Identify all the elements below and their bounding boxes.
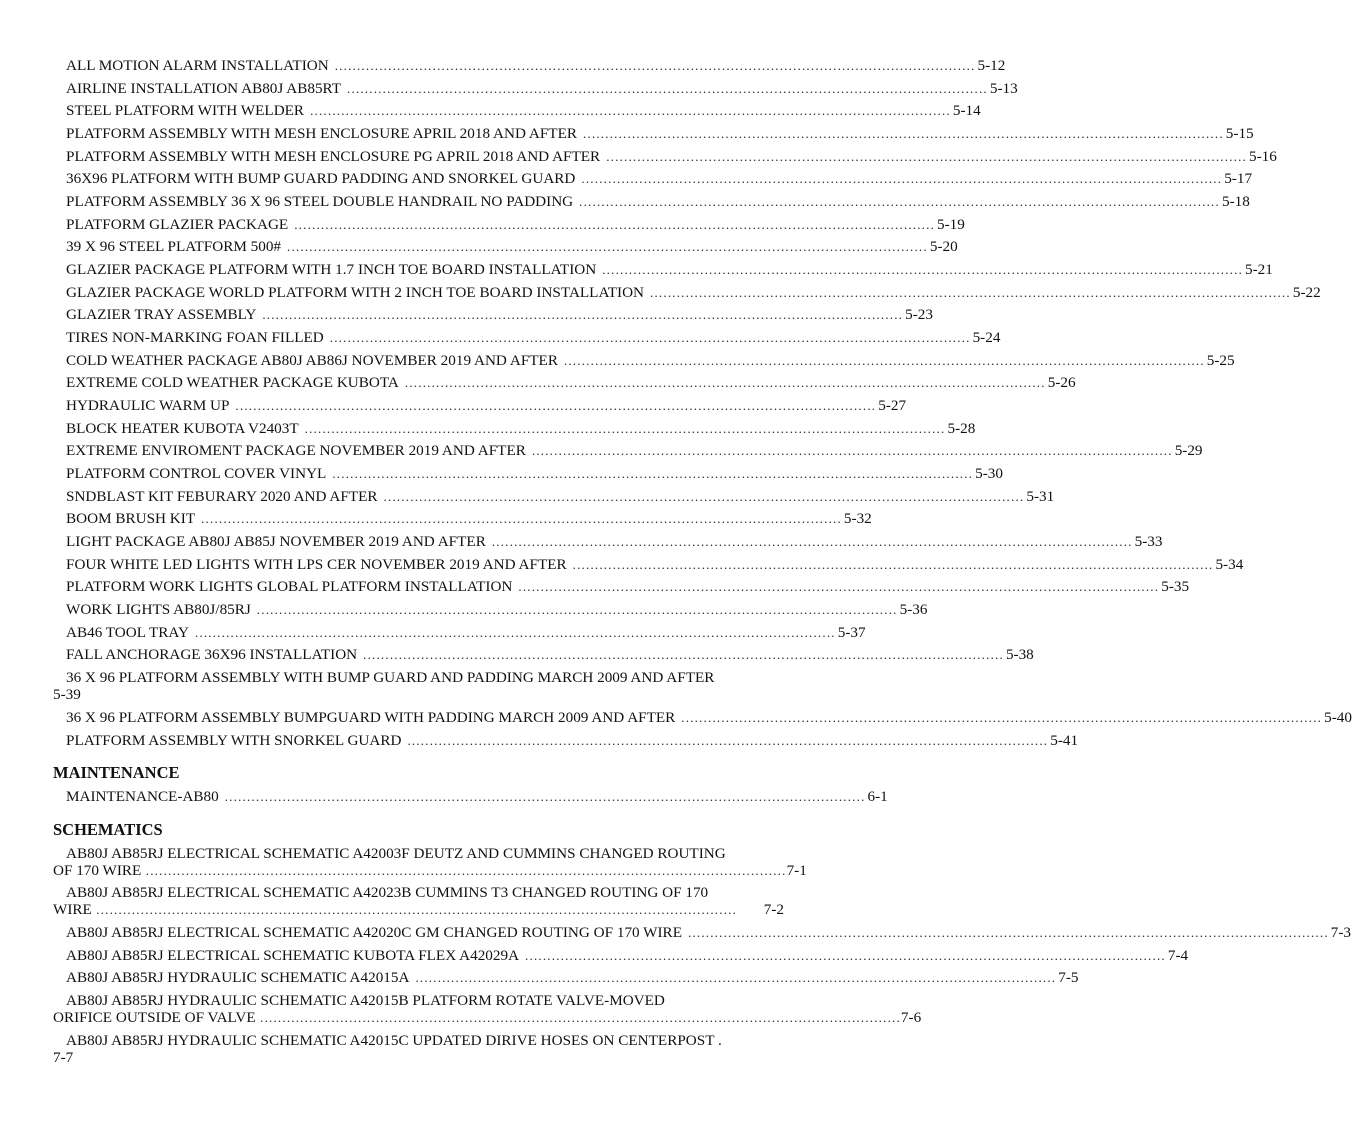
- toc-entry-page: 5-16: [1249, 148, 1277, 165]
- toc-entry[interactable]: [66, 192, 1250, 212]
- toc-entry[interactable]: [66, 351, 1235, 371]
- toc-entry[interactable]: [66, 555, 1244, 575]
- dot-leader: ................................................................................................................................................: [287, 239, 928, 254]
- toc-entry[interactable]: [66, 731, 1079, 751]
- dot-leader: ................................................................................................................................................: [525, 948, 1166, 963]
- toc-entry-page: 7-7: [53, 1049, 74, 1066]
- toc-entry[interactable]: [66, 509, 872, 529]
- toc-entry-title: AB80J AB85RJ HYDRAULIC SCHEMATIC A42015C UPDATED DIRIVE HOSES ON CENTERPOST .: [66, 1032, 722, 1049]
- dot-leader: ................................................................................................................................................: [579, 194, 1220, 209]
- toc-entry-title-cont: ORIFICE OUTSIDE OF VALVE: [53, 1009, 256, 1026]
- toc-entry-page: 7-4: [1167, 947, 1189, 964]
- toc-entry-title: PLATFORM ASSEMBLY 36 X 96 STEEL DOUBLE HANDRAIL NO PADDING: [66, 193, 574, 210]
- toc-entry-page: 5-26: [1047, 374, 1076, 391]
- dot-leader: ................................................................................................................................................: [334, 58, 976, 73]
- toc-entry-title: AB80J AB85RJ ELECTRICAL SCHEMATIC KUBOTA FLEX A42029A: [66, 947, 520, 964]
- toc-entry-page: 5-35: [1161, 578, 1190, 595]
- toc-entry-title: AB80J AB85RJ HYDRAULIC SCHEMATIC A42015B PLATFORM ROTATE VALVE-MOVED: [66, 992, 665, 1009]
- toc-entry-title: GLAZIER PACKAGE WORLD PLATFORM WITH 2 INCH TOE BOARD INSTALLATION: [66, 284, 645, 301]
- toc-entry[interactable]: [66, 708, 1352, 728]
- toc-entry-page: 5-19: [937, 216, 965, 233]
- toc-entry-page: 5-21: [1245, 261, 1273, 278]
- toc-entry-title: AB80J AB85RJ ELECTRICAL SCHEMATIC A42003F DEUTZ AND CUMMINS CHANGED ROUTING: [66, 845, 726, 862]
- dot-leader: ................................................................................................................................................: [531, 443, 1173, 458]
- toc-entry-wrapped[interactable]: [53, 1032, 784, 1066]
- toc-entry-page: 5-32: [843, 510, 872, 527]
- toc-entry-title: TIRES NON-MARKING FOAN FILLED: [66, 329, 324, 346]
- toc-entry[interactable]: [66, 968, 1079, 988]
- toc-entry-title: WORK LIGHTS AB80J/85RJ: [66, 601, 251, 618]
- toc-entry-page: 5-22: [1292, 284, 1321, 301]
- toc-entry-page: 5-27: [878, 397, 907, 414]
- toc-entry-title: 36X96 PLATFORM WITH BUMP GUARD PADDING AND SNORKEL GUARD: [66, 170, 576, 187]
- toc-entry-title: PLATFORM GLAZIER PACKAGE: [66, 216, 289, 233]
- dot-leader: ................................................................................................................................................: [224, 789, 866, 804]
- toc-entry-title: AB80J AB85RJ HYDRAULIC SCHEMATIC A42015A: [66, 969, 410, 986]
- toc-entry-title: AB46 TOOL TRAY: [66, 624, 189, 641]
- toc-entry-page: 5-24: [972, 329, 1001, 346]
- dot-leader: ................................................................................................................................................: [255, 1010, 901, 1025]
- toc-entry-page: 5-28: [947, 420, 976, 437]
- toc-entry[interactable]: [66, 305, 933, 325]
- toc-entry[interactable]: [66, 600, 928, 620]
- dot-leader: ................................................................................................................................................: [602, 262, 1244, 277]
- dot-leader: ................................................................................................................................................: [650, 285, 1291, 300]
- toc-entry[interactable]: [66, 373, 1076, 393]
- toc-entry-title: 39 X 96 STEEL PLATFORM 500#: [66, 238, 282, 255]
- dot-leader: ................................................................................................................................................: [201, 511, 842, 526]
- toc-entry-title: AB80J AB85RJ ELECTRICAL SCHEMATIC A42023B CUMMINS T3 CHANGED ROUTING OF 170: [66, 884, 709, 901]
- toc-entry-title: PLATFORM ASSEMBLY WITH MESH ENCLOSURE PG APRIL 2018 AND AFTER: [66, 148, 601, 165]
- toc-entry-wrapped[interactable]: [53, 669, 784, 703]
- toc-entry-title: PLATFORM WORK LIGHTS GLOBAL PLATFORM INSTALLATION: [66, 578, 513, 595]
- toc-entry-page: 5-15: [1225, 125, 1254, 142]
- toc-entry-title: SNDBLAST KIT FEBURARY 2020 AND AFTER: [66, 488, 378, 505]
- toc-entry[interactable]: [66, 101, 981, 121]
- dot-leader: ................................................................................................................................................: [572, 557, 1214, 572]
- dot-leader: ................................................................................................................................................: [363, 647, 1004, 662]
- toc-entry-page: 5-40: [1324, 709, 1352, 726]
- dot-leader: ................................................................................................................................................: [606, 149, 1248, 164]
- toc-entry-page: 7-2: [763, 901, 784, 918]
- toc-entry-page: 5-33: [1134, 533, 1163, 550]
- toc-entry-title: EXTREME ENVIROMENT PACKAGE NOVEMBER 2019 AND AFTER: [66, 442, 526, 459]
- dot-leader: ................................................................................................................................................: [404, 375, 1046, 390]
- dot-leader: ................................................................................................................................................: [194, 625, 836, 640]
- toc-entry[interactable]: [66, 328, 1001, 348]
- toc-entry-title: GLAZIER PACKAGE PLATFORM WITH 1.7 INCH TOE BOARD INSTALLATION: [66, 261, 597, 278]
- dot-leader: ................................................................................................................................................: [256, 602, 898, 617]
- toc-entry-page: 7-6: [900, 1009, 922, 1026]
- toc-entry[interactable]: [66, 487, 1055, 507]
- dot-leader: ................................................................................................................................................: [304, 421, 946, 436]
- toc-entry-page: 5-39: [53, 686, 81, 703]
- toc-entry[interactable]: [66, 923, 1352, 943]
- toc-entry[interactable]: [66, 260, 1273, 280]
- dot-leader: ................................................................................................................................................: [294, 217, 936, 232]
- toc-entry-title: EXTREME COLD WEATHER PACKAGE KUBOTA: [66, 374, 399, 391]
- toc-entry-wrapped[interactable]: [53, 884, 784, 918]
- toc-entry-page: 5-14: [952, 102, 981, 119]
- dot-leader: ................................................................................................................................................: [687, 925, 1329, 940]
- dot-leader: ................................................................................................................................................: [235, 398, 877, 413]
- toc-entry[interactable]: [66, 441, 1203, 461]
- toc-entry-title: FALL ANCHORAGE 36X96 INSTALLATION: [66, 646, 358, 663]
- dot-leader: ................................................................................................................................................: [141, 863, 787, 878]
- toc-entry-page: 5-12: [977, 57, 1006, 74]
- toc-entry-title: PLATFORM ASSEMBLY WITH MESH ENCLOSURE APRIL 2018 AND AFTER: [66, 125, 577, 142]
- dot-leader: ................................................................................................................................................: [329, 330, 971, 345]
- toc-entry-page: 5-30: [975, 465, 1003, 482]
- section-heading-maintenance: MAINTENANCE: [53, 763, 180, 782]
- dot-leader: ................................................................................................................................................: [407, 733, 1049, 748]
- dot-leader: ................................................................................................................................................: [681, 710, 1323, 725]
- toc-entry-page: 7-1: [786, 862, 807, 879]
- toc-entry[interactable]: [66, 419, 976, 439]
- dot-leader: ................................................................................................................................................: [491, 534, 1133, 549]
- toc-entry-page: 5-23: [905, 306, 933, 323]
- toc-entry-title: HYDRAULIC WARM UP: [66, 397, 230, 414]
- toc-entry-page: 5-18: [1221, 193, 1250, 210]
- dot-leader: ................................................................................................................................................: [415, 970, 1057, 985]
- toc-entry-title: PLATFORM ASSEMBLY WITH SNORKEL GUARD: [66, 732, 402, 749]
- toc-entry-title: FOUR WHITE LED LIGHTS WITH LPS CER NOVEMBER 2019 AND AFTER: [66, 556, 567, 573]
- toc-entry[interactable]: [66, 946, 1189, 966]
- dot-leader: ................................................................................................................................................: [518, 579, 1160, 594]
- toc-entry-page: 5-20: [929, 238, 958, 255]
- toc-entry-title: PLATFORM CONTROL COVER VINYL: [66, 465, 327, 482]
- section-heading-schematics: SCHEMATICS: [53, 820, 163, 839]
- toc-entry-page: 5-38: [1005, 646, 1034, 663]
- dot-leader: ................................................................................................................................................: [332, 466, 974, 481]
- toc-entry-title: MAINTENANCE-AB80: [66, 788, 219, 805]
- toc-entry-title: AB80J AB85RJ ELECTRICAL SCHEMATIC A42020C GM CHANGED ROUTING OF 170 WIRE: [66, 924, 682, 941]
- toc-entry-title-cont: OF 170 WIRE: [53, 862, 142, 879]
- toc-entry-page: 5-31: [1026, 488, 1055, 505]
- toc-entry[interactable]: [66, 532, 1163, 552]
- toc-entry[interactable]: [66, 215, 965, 235]
- toc-entry-page: 6-1: [867, 788, 888, 805]
- toc-entry-page: 5-17: [1224, 170, 1253, 187]
- dot-leader: ................................................................................................................................................: [347, 81, 988, 96]
- toc-entry[interactable]: [66, 645, 1034, 665]
- dot-leader: ................................................................................................................................................: [582, 126, 1224, 141]
- toc-entry[interactable]: [66, 124, 1254, 144]
- toc-entry-wrapped[interactable]: [53, 992, 922, 1026]
- dot-leader: ................................................................................................................................................: [383, 489, 1025, 504]
- toc-entry-title-cont: WIRE: [53, 901, 92, 918]
- toc-entry[interactable]: [66, 79, 1018, 99]
- toc-entry-wrapped[interactable]: [53, 845, 807, 879]
- toc-entry[interactable]: [66, 464, 1003, 484]
- toc-entry-page: 5-36: [899, 601, 928, 618]
- toc-entry[interactable]: [66, 147, 1277, 167]
- toc-entry-page: 7-5: [1058, 969, 1079, 986]
- toc-entry-page: 7-3: [1330, 924, 1352, 941]
- toc-entry[interactable]: [66, 396, 907, 416]
- toc-entry[interactable]: [66, 283, 1321, 303]
- dot-leader: ................................................................................................................................................: [310, 103, 951, 118]
- toc-entry[interactable]: [66, 623, 866, 643]
- toc-entry-title: ALL MOTION ALARM INSTALLATION: [66, 57, 329, 74]
- toc-entry-title: LIGHT PACKAGE AB80J AB85J NOVEMBER 2019 AND AFTER: [66, 533, 486, 550]
- toc-entry[interactable]: [66, 169, 1253, 189]
- dot-leader: ................................................................................................................................................: [262, 307, 904, 322]
- toc-entry-page: 5-34: [1215, 556, 1244, 573]
- toc-entry-page: 5-25: [1206, 352, 1235, 369]
- toc-entry-page: 5-37: [837, 624, 866, 641]
- toc-entry-page: 5-13: [989, 80, 1018, 97]
- toc-entry[interactable]: [66, 237, 958, 257]
- toc-entry-title: AIRLINE INSTALLATION AB80J AB85RT: [66, 80, 342, 97]
- dot-leader: ................................................................................................................................................: [563, 353, 1205, 368]
- toc-entry-title: GLAZIER TRAY ASSEMBLY: [66, 306, 257, 323]
- dot-leader: ................................................................................................................................................: [91, 902, 738, 917]
- toc-entry-title: COLD WEATHER PACKAGE AB80J AB86J NOVEMBER 2019 AND AFTER: [66, 352, 558, 369]
- toc-entry-title: STEEL PLATFORM WITH WELDER: [66, 102, 305, 119]
- dot-leader: ................................................................................................................................................: [581, 171, 1223, 186]
- toc-entry-title: BLOCK HEATER KUBOTA V2403T: [66, 420, 299, 437]
- toc-entry-title: BOOM BRUSH KIT: [66, 510, 196, 527]
- toc-entry-title: 36 X 96 PLATFORM ASSEMBLY BUMPGUARD WITH PADDING MARCH 2009 AND AFTER: [66, 709, 676, 726]
- toc-entry-title: 36 X 96 PLATFORM ASSEMBLY WITH BUMP GUARD AND PADDING MARCH 2009 AND AFTER: [66, 669, 715, 686]
- toc-entry[interactable]: [66, 577, 1190, 597]
- toc-entry[interactable]: [66, 56, 1006, 76]
- toc-entry[interactable]: [66, 787, 888, 807]
- toc-entry-page: 5-41: [1050, 732, 1079, 749]
- toc-entry-page: 5-29: [1174, 442, 1203, 459]
